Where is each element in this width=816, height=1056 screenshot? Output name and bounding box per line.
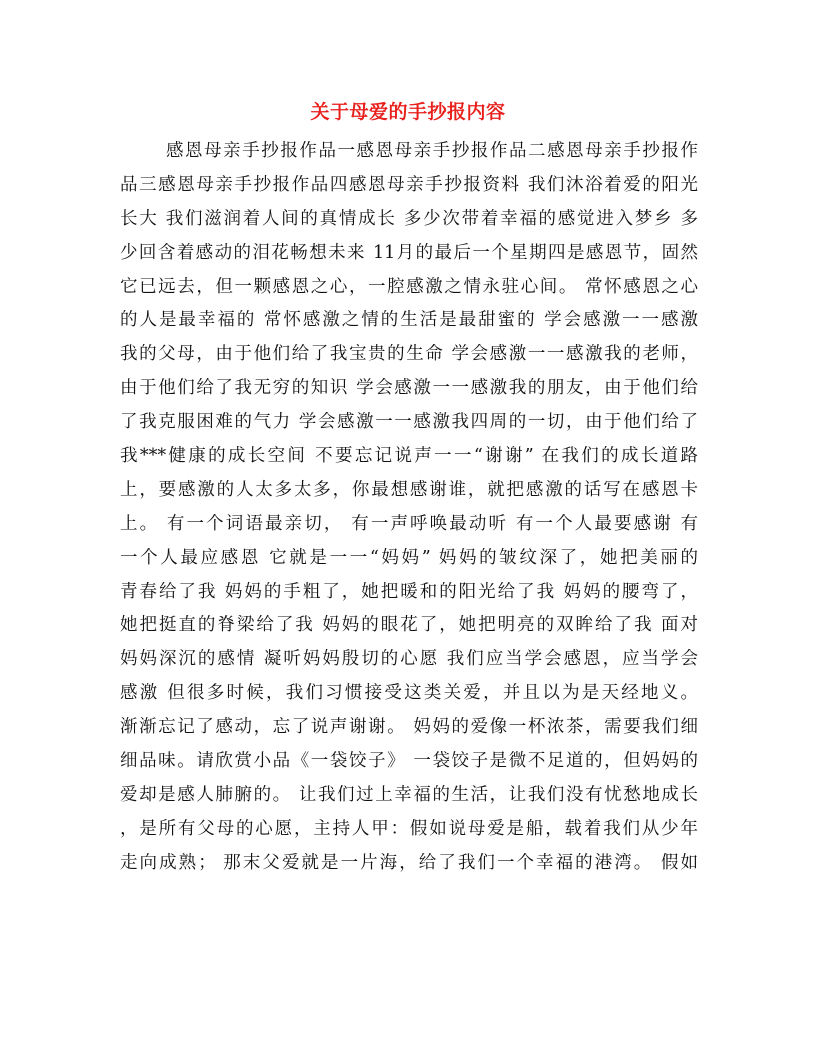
paragraph-line: 青春给了我 妈妈的手粗了，她把暖和的阳光给了我 妈妈的腰弯了， — [120, 581, 698, 602]
paragraph-line: 上。 有一个词语最亲切， 有一声呼唤最动听 有一个人最要感谢 有 — [120, 513, 698, 534]
paragraph-line: 她把挺直的脊梁给了我 妈妈的眼花了，她把明亮的双眸给了我 面对 — [120, 615, 698, 636]
paragraph-line: 爱却是感人肺腑的。 让我们过上幸福的生活，让我们没有忧愁地成长 — [120, 784, 698, 805]
paragraph-line: 它已远去，但一颗感恩之心，一腔感激之情永驻心间。 常怀感恩之心 — [120, 276, 698, 297]
paragraph-line: 少回含着感动的泪花畅想未来 11月的最后一个星期四是感恩节，固然 — [120, 242, 698, 263]
paragraph-line: 的人是最幸福的 常怀感激之情的生活是最甜蜜的 学会感激一一感激 — [120, 310, 698, 331]
document-body — [120, 135, 698, 881]
paragraph-line: 我的父母，由于他们给了我宝贵的生命 学会感激一一感激我的老师， — [120, 344, 698, 365]
paragraph-line: 我***健康的成长空间 不要忘记说声一一“谢谢” 在我们的成长道路 — [120, 446, 698, 467]
paragraph-line: 了我克服困难的气力 学会感激一一感激我四周的一切，由于他们给了 — [120, 412, 698, 433]
document-title: 关于母爱的手抄报内容 — [310, 101, 506, 123]
paragraph-line: 走向成熟； 那末父爱就是一片海，给了我们一个幸福的港湾。 假如 — [120, 852, 698, 873]
paragraph-line: 细品味。请欣赏小品《一袋饺子》 一袋饺子是微不足道的，但妈妈的 — [120, 751, 698, 772]
paragraph-line: 一个人最应感恩 它就是一一“妈妈” 妈妈的皱纹深了，她把美丽的 — [120, 547, 698, 568]
paragraph-line: 长大 我们滋润着人间的真情成长 多少次带着幸福的感觉进入梦乡 多 — [120, 208, 698, 229]
paragraph-line: 上，要感激的人太多太多，你最想感谢谁，就把感激的话写在感恩卡 — [120, 479, 698, 500]
paragraph-line: ，是所有父母的心愿，主持人甲：假如说母爱是船，载着我们从少年 — [120, 818, 698, 839]
paragraph-line: 渐渐忘记了感动，忘了说声谢谢。 妈妈的爱像一杯浓茶，需要我们细 — [120, 717, 698, 738]
paragraph-line: 妈妈深沉的感情 凝听妈妈殷切的心愿 我们应当学会感恩，应当学会 — [120, 649, 698, 670]
paragraph-line: 品三感恩母亲手抄报作品四感恩母亲手抄报资料 我们沐浴着爱的阳光 — [120, 174, 698, 195]
paragraph-line: 由于他们给了我无穷的知识 学会感激一一感激我的朋友，由于他们给 — [120, 378, 698, 399]
paragraph-line: 感恩母亲手抄报作品一感恩母亲手抄报作品二感恩母亲手抄报作 — [166, 141, 698, 161]
paragraph-line: 感激 但很多时候，我们习惯接受这类关爱，并且以为是天经地义。 — [120, 683, 698, 704]
